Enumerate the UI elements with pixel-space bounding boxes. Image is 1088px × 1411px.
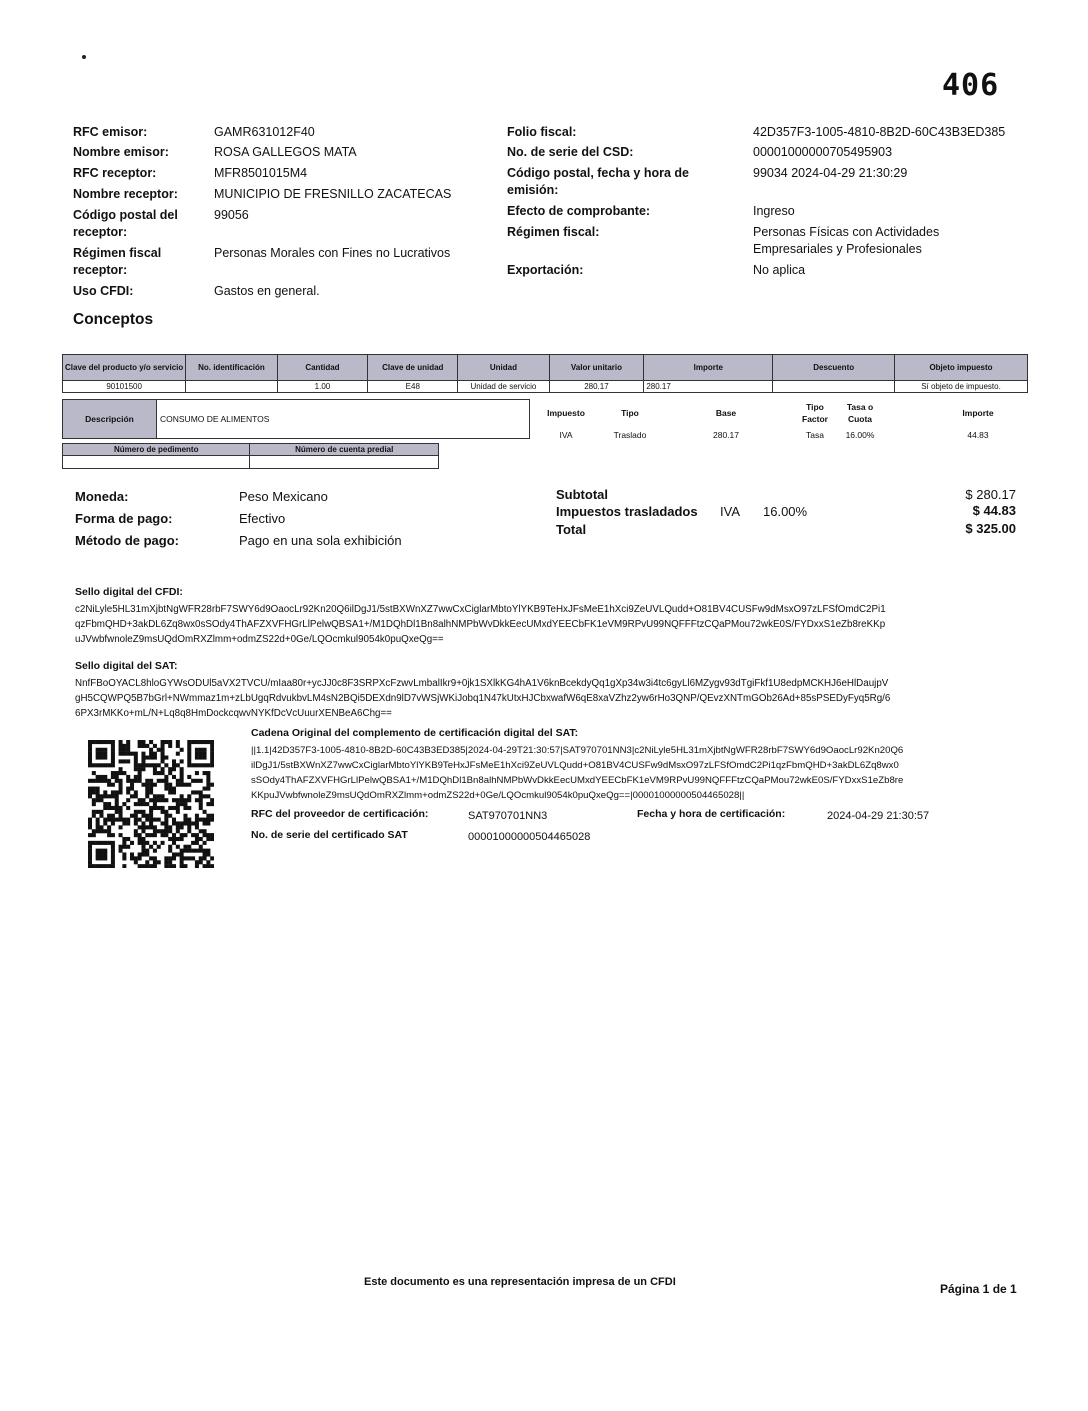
sello-sat-value xyxy=(75,676,1025,721)
cp-receptor-label-1: Código postal del xyxy=(73,208,178,222)
cell-cantidad: 1.00 xyxy=(277,381,368,393)
cell-clave-unidad: E48 xyxy=(368,381,458,393)
impuestos-label: Impuestos trasladados xyxy=(556,504,698,519)
nombre-receptor-value: MUNICIPIO DE FRESNILLO ZACATECAS xyxy=(214,187,452,201)
nombre-emisor-value: ROSA GALLEGOS MATA xyxy=(214,145,357,159)
sello-sat-line: NnfFBoOYACL8hloGYWsODUl5aVX2TVCU/mIaa80r+ycJJ0c8F3SRPXcFzwvLmbalIkr9+0jk1SXlkKG4hA1V6knBcekdyQq1gXp34w3i4tc6gyLl6MZygv93dTgiFkf1U8edpMCKHJ6eHlDaujpV xyxy=(75,678,889,689)
cadena-label: Cadena Original del complemento de certificación digital del SAT: xyxy=(251,727,579,739)
pedimento-row xyxy=(63,456,439,469)
rfc-proveedor-value: SAT970701NN3 xyxy=(468,810,548,822)
uso-cfdi-value: Gastos en general. xyxy=(214,284,320,298)
tax-tipo: Traslado xyxy=(613,430,647,440)
table-header-row xyxy=(63,355,1028,381)
folio-value: 42D357F3-1005-4810-8B2D-60C43B3ED385 xyxy=(753,125,1006,139)
tax-base: 280.17 xyxy=(713,430,739,440)
exportacion-label: Exportación: xyxy=(507,263,584,277)
header-cell: Importe xyxy=(644,355,773,381)
nombre-receptor-label: Nombre receptor: xyxy=(73,187,178,201)
rfc-proveedor-label: RFC del proveedor de certificación: xyxy=(251,808,429,820)
regimen-value-2: Empresariales y Profesionales xyxy=(753,242,922,256)
tax-tasa: 16.00% xyxy=(845,430,875,440)
sello-sat-line: gH5CQWPQ5B7bGrl+NWmmaz1m+zLbUgqRdvukbvLM4sN2BQi5DEXdn9lD7vWSjWKiJobq1N47kUtxHJCbxwafW6qE8xaVZhz2yw6rHo3QNP/QEvzXNTmGOb26Ad+85sPSEDyFyq5Rg/6 xyxy=(75,693,891,704)
conceptos-table xyxy=(62,354,1028,393)
regimen-receptor-label-1: Régimen fiscal xyxy=(73,246,162,260)
cuenta-predial-header: Número de cuenta predial xyxy=(250,444,439,456)
cell-valor-unitario: 280.17 xyxy=(549,381,644,393)
serie-sat-value: 00001000000504465028 xyxy=(468,831,591,843)
metodo-pago-value: Pago en una sola exhibición xyxy=(239,533,402,548)
pedimento-header-row xyxy=(63,444,439,456)
csd-value: 00001000000705495903 xyxy=(753,145,893,159)
cell-unidad: Unidad de servicio xyxy=(458,381,549,393)
folio-label: Folio fiscal: xyxy=(507,125,577,139)
header-cell: Objeto impuesto xyxy=(895,355,1028,381)
impuestos-value: $ 44.83 xyxy=(972,503,1016,518)
tax-header-tasa-2: Cuota xyxy=(847,414,873,424)
representacion-impresa: Este documento es una representación impresa de un CFDI xyxy=(364,1276,676,1288)
cell-clave: 90101500 xyxy=(63,381,186,393)
csd-label: No. de serie del CSD: xyxy=(507,145,634,159)
cp-fecha-label-1: Código postal, fecha y hora de xyxy=(507,166,689,180)
pedimento-cell xyxy=(63,456,250,469)
cp-receptor-label-2: receptor: xyxy=(73,225,128,239)
descripcion-box xyxy=(62,399,530,439)
cell-descuento xyxy=(773,381,895,393)
tax-header-importe: Importe xyxy=(962,408,994,418)
cp-fecha-value: 99034 2024-04-29 21:30:29 xyxy=(753,166,908,180)
header-cell: Unidad xyxy=(458,355,549,381)
cadena-line: ilDgJ1/5stBXWnXZ7wwCxCiglarMbtoYlYKB9TeHxJFsMeE1hXci9ZeUVLQudd+O81BV4CUSFw9dMsxO97zLFSfOmdC2Pi1qzFbmQHD+3akDL6Zq8wx0 xyxy=(251,760,899,771)
cell-importe: 280.17 xyxy=(644,381,773,393)
cadena-line: KKpuJVwbfwnoleZ9msUQdOmRXZlmm+odmZS22d+0Ge/LQOcmkul9054k0puQxeQg==|00001000000504465028|| xyxy=(251,790,745,801)
header-cell: Clave de unidad xyxy=(368,355,458,381)
fecha-certificacion-value: 2024-04-29 21:30:57 xyxy=(827,810,930,822)
uso-cfdi-label: Uso CFDI: xyxy=(73,284,134,298)
rfc-receptor-label: RFC receptor: xyxy=(73,166,157,180)
regimen-receptor-value: Personas Morales con Fines no Lucrativos xyxy=(214,246,451,260)
subtotal-label: Subtotal xyxy=(556,487,608,502)
sello-cfdi-value xyxy=(75,602,1025,647)
regimen-value-1: Personas Físicas con Actividades xyxy=(753,225,940,239)
tax-header-tipo: Tipo xyxy=(621,408,639,418)
tax-impuesto: IVA xyxy=(559,430,573,440)
rfc-receptor-value: MFR8501015M4 xyxy=(214,166,308,180)
sello-cfdi-label: Sello digital del CFDI: xyxy=(75,586,183,598)
header-cell: Descuento xyxy=(773,355,895,381)
sello-cfdi-line: c2NiLyle5HL31mXjbtNgWFR28rbF7SWY6d9OaocLr92Kn20Q6ilDgJ1/5stBXWnXZ7wwCxCiglarMbtoYlYKB9TeHxJFsMeE1hXci9ZeUVLQudd+O81BV4CUSFw9dMsxO97zLFSfOmdC2Pi1 xyxy=(75,604,886,615)
rfc-emisor-value: GAMR631012F40 xyxy=(214,125,315,139)
moneda-label: Moneda: xyxy=(75,489,129,504)
rfc-emisor-label: RFC emisor: xyxy=(73,125,148,139)
header-cell: No. identificación xyxy=(186,355,277,381)
tax-header-tipo-factor-1: Tipo xyxy=(806,402,824,412)
total-value: $ 325.00 xyxy=(965,521,1016,536)
fecha-certificacion-label: Fecha y hora de certificación: xyxy=(637,808,786,820)
moneda-value: Peso Mexicano xyxy=(239,489,328,504)
pedimento-header: Número de pedimento xyxy=(63,444,250,456)
regimen-label: Régimen fiscal: xyxy=(507,225,600,239)
iva-label: IVA xyxy=(720,504,740,519)
tax-header-tasa-1: Tasa o xyxy=(846,402,874,412)
stray-dot xyxy=(82,55,86,59)
nombre-emisor-label: Nombre emisor: xyxy=(73,145,169,159)
tax-tipo-factor: Tasa xyxy=(806,430,824,440)
efecto-label: Efecto de comprobante: xyxy=(507,204,651,218)
forma-pago-label: Forma de pago: xyxy=(75,511,173,526)
cell-identificacion xyxy=(186,381,277,393)
qr-code-icon xyxy=(88,740,214,868)
tax-importe: 44.83 xyxy=(967,430,989,440)
tax-header-tipo-factor-2: Factor xyxy=(802,414,828,424)
sello-cfdi-line: qzFbmQHD+3akDL6Zq8wx0sSOdy4ThAFZXVFHGrLlPelwQBSA1+/M1DQhDl1Bn8alhNMPbWvDkkEecUMxdYEECbFK1eVM9RPvU99NQFFFtzCQaPMou72wkE0S/FYDxxS1eZb8reKKp xyxy=(75,619,886,630)
sello-sat-label: Sello digital del SAT: xyxy=(75,660,178,672)
total-label: Total xyxy=(556,522,587,537)
regimen-receptor-label-2: receptor: xyxy=(73,263,128,277)
descripcion-value: CONSUMO DE ALIMENTOS xyxy=(160,414,270,424)
efecto-value: Ingreso xyxy=(753,204,795,218)
header-cell: Clave del producto y/o servicio xyxy=(63,355,186,381)
cuenta-predial-cell xyxy=(250,456,439,469)
handwritten-number: 406 xyxy=(942,68,1000,103)
exportacion-value: No aplica xyxy=(753,263,806,277)
cp-receptor-value: 99056 xyxy=(214,208,249,222)
table-row xyxy=(63,381,1028,393)
forma-pago-value: Efectivo xyxy=(239,511,286,526)
header-cell: Valor unitario xyxy=(549,355,644,381)
pedimento-table xyxy=(62,443,439,469)
sello-cfdi-line: uJVwbfwnoleZ9msUQdOmRXZlmm+odmZS22d+0Ge/LQOcmkul9054k0puQxeQg== xyxy=(75,634,444,645)
conceptos-title: Conceptos xyxy=(73,311,154,328)
tax-header-impuesto: Impuesto xyxy=(547,408,585,418)
subtotal-value: $ 280.17 xyxy=(965,487,1016,502)
tax-header-base: Base xyxy=(715,408,737,418)
metodo-pago-label: Método de pago: xyxy=(75,533,179,548)
cp-fecha-label-2: emisión: xyxy=(507,183,559,197)
serie-sat-label: No. de serie del certificado SAT xyxy=(251,829,408,841)
cadena-value xyxy=(251,743,1031,803)
descripcion-label: Descripción xyxy=(63,400,157,438)
iva-rate: 16.00% xyxy=(763,504,808,519)
cadena-line: sSOdy4ThAFZXVFHGrLlPelwQBSA1+/M1DQhDl1Bn8alhNMPbWvDkkEecUMxdYEECbFK1eVM9RPvU99NQFFFtzCQaPMou72wkE0S/FYDxxS1eZb8re xyxy=(251,775,904,786)
cell-objeto-impuesto: Sí objeto de impuesto. xyxy=(895,381,1028,393)
page-number: Página 1 de 1 xyxy=(940,1282,1017,1296)
sello-sat-line: 6PX3rMKKo+mL/N+Lq8q8HmDockcqwvNYKfDcVcUuurXENBeA6Chg== xyxy=(75,708,392,719)
cadena-line: ||1.1|42D357F3-1005-4810-8B2D-60C43B3ED385|2024-04-29T21:30:57|SAT970701NN3|c2NiLyle5HL31mXjbtNgWFR28rbF7SWY6d9OaocLr92Kn20Q6 xyxy=(251,745,904,756)
header-cell: Cantidad xyxy=(277,355,368,381)
